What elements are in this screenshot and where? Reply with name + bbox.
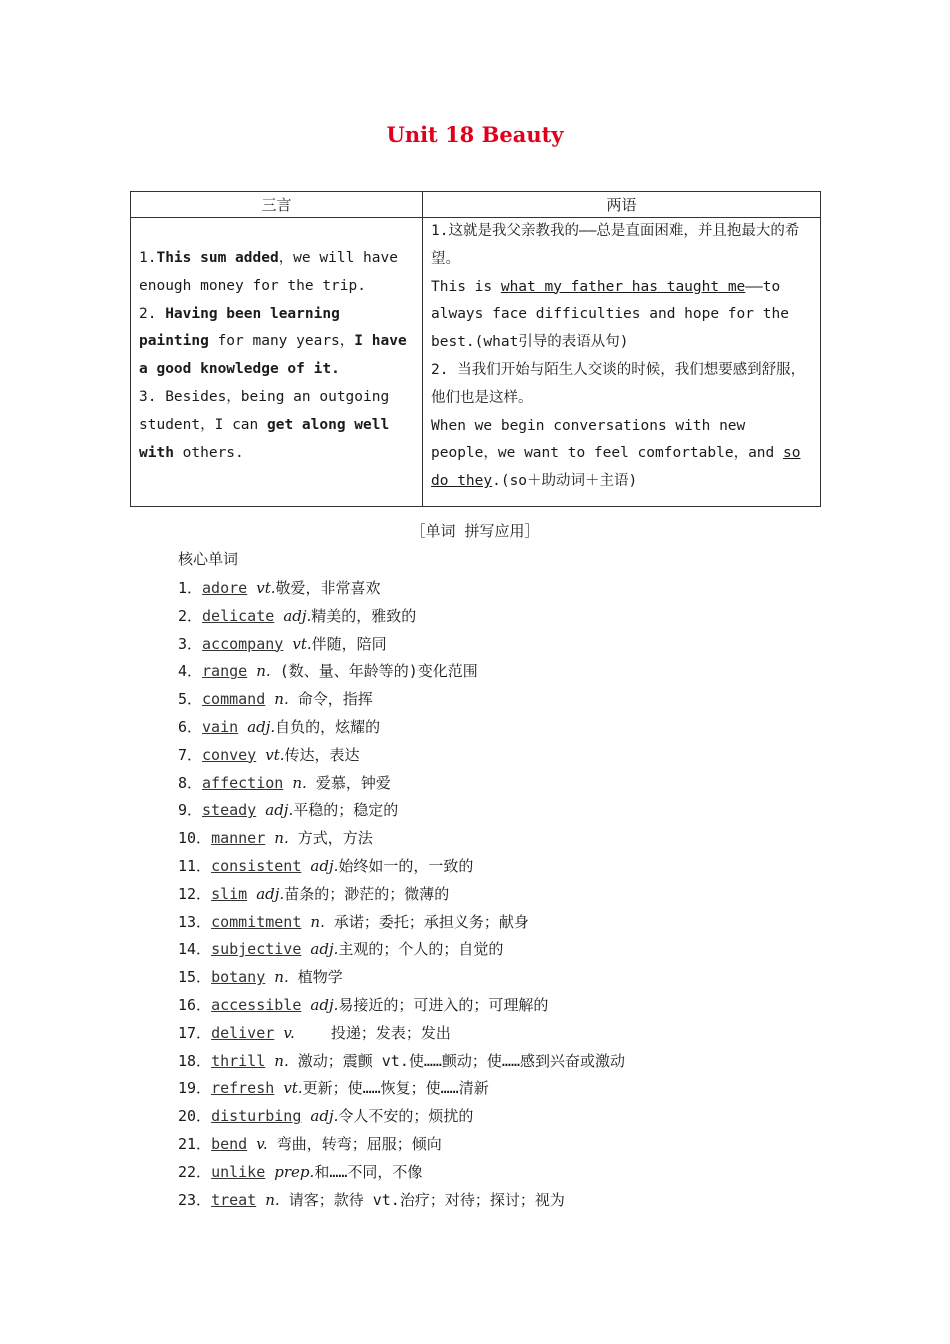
vocab-item: 21．bend v. 弯曲，转弯；屈服；倾向 (178, 1134, 442, 1153)
vocab-item: 6．vain adj.自负的，炫耀的 (178, 717, 381, 736)
vocab-item: 12．slim adj.苗条的；渺茫的；微薄的 (178, 884, 450, 903)
vocab-item: 7．convey vt.传达，表达 (178, 745, 360, 764)
vocab-item: 4．range n. (数、量、年龄等的)变化范围 (178, 662, 478, 681)
vocab-item: 17．deliver v. 投递；发表；发出 (178, 1023, 451, 1042)
sentence-en-2: When we begin conversations with new people，we want to feel comfortable，and so do they.(so＋助动词＋主语) (431, 417, 801, 490)
vocab-list (178, 575, 625, 1214)
vocab-item: 3．accompany vt.伴随，陪同 (178, 634, 387, 653)
section-heading: ［单词 拼写应用］ (410, 522, 540, 540)
vocab-item: 2．delicate adj.精美的，雅致的 (178, 606, 417, 625)
vocab-item: 20．disturbing adj.令人不安的；烦扰的 (178, 1107, 474, 1126)
vocab-item: 14．subjective adj.主观的；个人的；自觉的 (178, 940, 504, 959)
vocab-item: 9．steady adj.平稳的；稳定的 (178, 801, 399, 820)
sentence-cn-1: 1.这就是我父亲教我的——总是直面困难，并且抱最大的希望。 (431, 223, 800, 267)
liangyu-cell (423, 218, 821, 507)
vocab-item: 18．thrill n. 激动；震颤 vt.使……颤动；使……感到兴奋或激动 (178, 1051, 625, 1070)
header-sanyan: 三言 (131, 192, 423, 218)
vocab-item: 10．manner n. 方式，方法 (178, 829, 373, 848)
sentence-1: 1.This sum added，we will have enough money for the trip. (139, 250, 398, 294)
vocab-item: 11．consistent adj.始终如一的，一致的 (178, 856, 474, 875)
vocab-item: 1．adore vt.敬爱，非常喜欢 (178, 579, 381, 597)
vocab-item: 19．refresh vt.更新；使……恢复；使……清新 (178, 1079, 489, 1098)
subsection-heading: 核心单词 (178, 550, 239, 568)
header-liangyu: 两语 (423, 192, 821, 218)
sentence-cn-2: 2. 当我们开始与陌生人交谈的时候，我们想要感到舒服，他们也是这样。 (431, 361, 806, 406)
page-title: Unit 18 Beauty (386, 122, 564, 147)
phrases-table (130, 191, 821, 507)
vocab-item: 13．commitment n. 承诺；委托；承担义务；献身 (178, 912, 529, 931)
sentence-en-1: This is what my father has taught me——to always face difficulties and hope for the best.(what引导的表语从句) (431, 278, 789, 351)
vocab-item: 8．affection n. 爱慕，钟爱 (178, 773, 391, 792)
sentence-3: 3. Besides，being an outgoing student，I can get along well with others. (139, 388, 390, 461)
vocab-item: 22．unlike prep.和……不同，不像 (178, 1162, 423, 1181)
vocab-item: 16．accessible adj.易接近的；可进入的；可理解的 (178, 995, 549, 1014)
vocab-item: 23．treat n. 请客；款待 vt.治疗；对待；探讨；视为 (178, 1190, 565, 1209)
vocab-item: 15．botany n. 植物学 (178, 968, 343, 987)
sanyan-cell (131, 218, 423, 507)
vocab-item: 5．command n. 命令，指挥 (178, 690, 373, 709)
sentence-2: 2. Having been learning painting for many years，I have a good knowledge of it. (139, 305, 407, 378)
